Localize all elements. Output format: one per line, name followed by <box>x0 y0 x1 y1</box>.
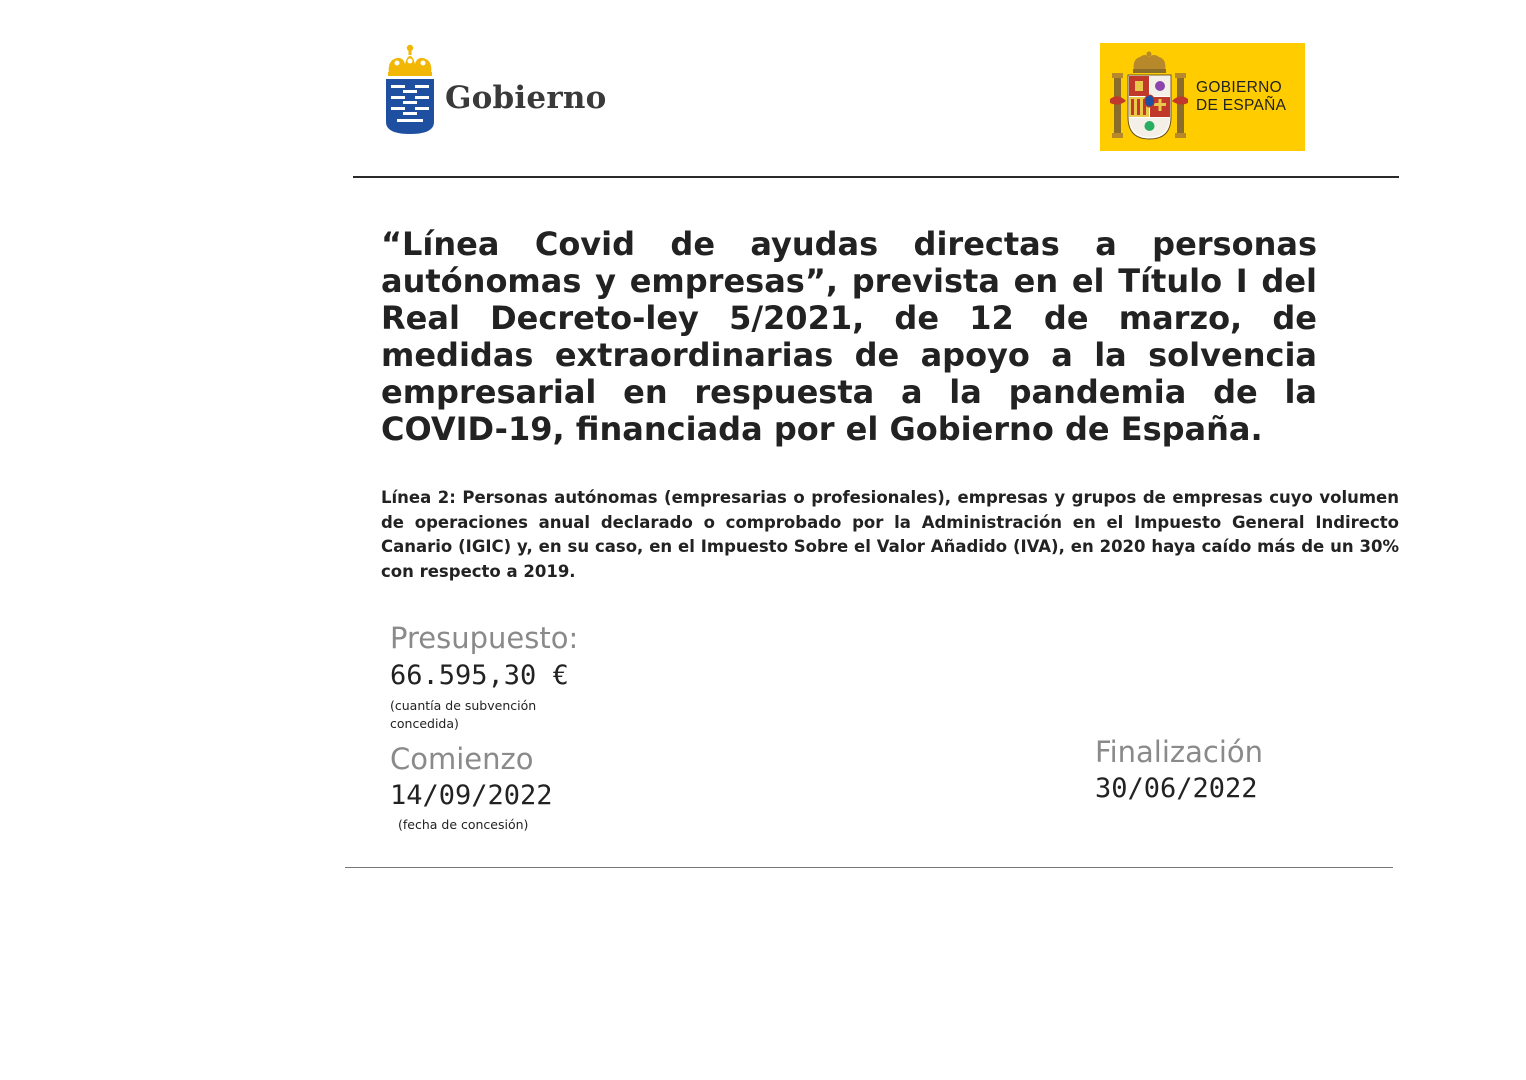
budget-label: Presupuesto: <box>390 621 579 655</box>
budget-note-line1: (cuantía de subvención <box>390 698 537 713</box>
canarias-logo-wordmark: Gobierno <box>445 80 607 116</box>
budget-note <box>390 697 536 733</box>
gobierno-espana-logo <box>1100 43 1305 151</box>
footer-divider <box>345 867 1393 868</box>
espana-logo-line2: DE ESPAÑA <box>1196 97 1287 114</box>
budget-value: 66.595,30 € <box>390 660 569 691</box>
document-title: “Línea Covid de ayudas directas a personas autónomas y empresas”, prevista en el Título I del Real Decreto-ley 5/2021, de 12 de marzo, de medidas extraordinarias de apoyo a la solvencia empresarial en respuesta a la pandemia de la COVID-19, financiada por el Gobierno de España. <box>381 225 1317 448</box>
canarias-coat-of-arms-icon <box>383 44 445 136</box>
end-label: Finalización <box>1095 735 1264 769</box>
start-note: (fecha de concesión) <box>398 817 529 832</box>
start-label: Comienzo <box>390 742 534 776</box>
espana-logo-line1: GOBIERNO <box>1196 79 1282 96</box>
header-divider <box>353 176 1399 178</box>
line-description: Línea 2: Personas autónomas (empresarias o profesionales), empresas y grupos de empresas cuyo volumen de operaciones anual declarado o comprobado por la Administración en el Impuesto General Indirecto Canario (IGIC) y, en su caso, en el Impuesto Sobre el Valor Añadido (IVA), en 2020 haya caído más de un 30% con respecto a 2019. <box>381 488 1399 581</box>
start-date: 14/09/2022 <box>390 780 553 811</box>
spain-coat-of-arms-icon <box>1110 49 1190 149</box>
budget-note-line2: concedida) <box>390 716 459 731</box>
end-date: 30/06/2022 <box>1095 773 1258 804</box>
espana-logo-text <box>1196 79 1286 115</box>
